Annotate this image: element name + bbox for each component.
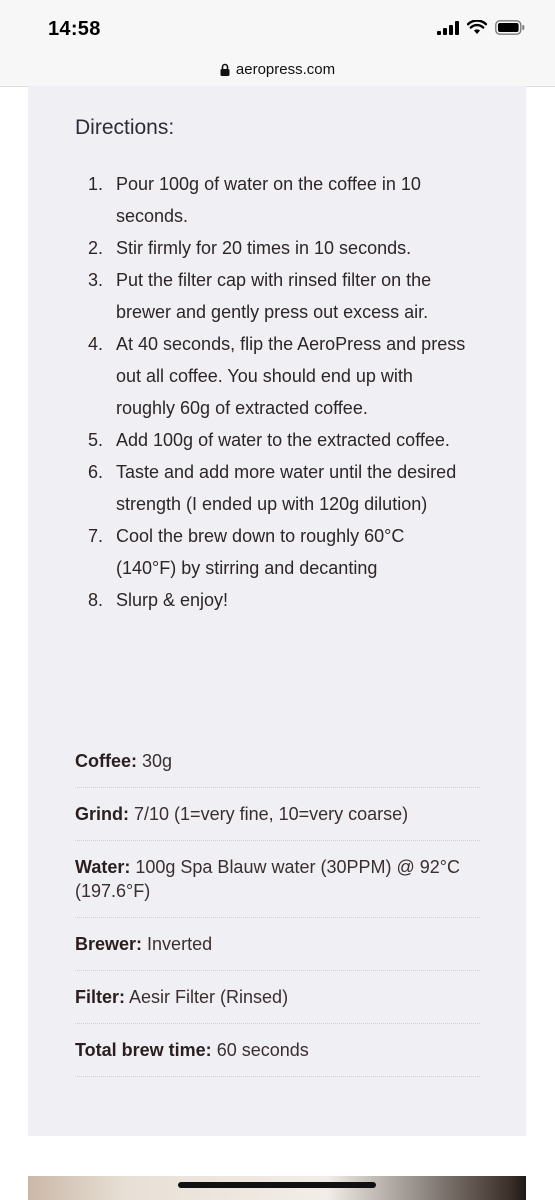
address-bar[interactable]	[0, 52, 555, 87]
step-text: Stir firmly for 20 times in 10 seconds.	[116, 238, 412, 258]
step-number: 4.	[88, 334, 104, 354]
spec-row-grind	[75, 788, 480, 841]
spec-row-brewer	[75, 918, 480, 971]
spec-value: 30g	[142, 751, 173, 771]
step-number: 8.	[88, 590, 104, 610]
step-number: 6.	[88, 462, 104, 482]
direction-step	[88, 168, 468, 232]
step-number: 3.	[88, 270, 104, 290]
spec-label: Total brew time:	[75, 1040, 212, 1060]
direction-step	[88, 328, 468, 424]
direction-step	[88, 264, 468, 328]
step-number: 7.	[88, 526, 104, 546]
step-text: Add 100g of water to the extracted coffee.	[116, 430, 450, 450]
direction-step	[88, 456, 468, 520]
lock-icon	[220, 63, 230, 76]
status-icons	[437, 20, 525, 35]
status-bar	[0, 0, 555, 52]
direction-step	[88, 424, 468, 456]
spec-label: Grind:	[75, 804, 129, 824]
recipe-card	[28, 86, 526, 1136]
step-text: Cool the brew down to roughly 60°C (140°F) by stirring and decanting	[116, 526, 405, 578]
direction-step	[88, 584, 468, 616]
spec-label: Coffee:	[75, 751, 137, 771]
hero-image	[28, 1176, 526, 1200]
step-number: 2.	[88, 238, 104, 258]
spec-label: Water:	[75, 857, 131, 877]
direction-step	[88, 520, 468, 584]
step-text: Slurp & enjoy!	[116, 590, 229, 610]
spec-value: Aesir Filter (Rinsed)	[129, 987, 289, 1007]
spec-label: Brewer:	[75, 934, 143, 954]
recipe-specs	[75, 735, 480, 1077]
spec-row-coffee	[75, 735, 480, 788]
step-text: Put the filter cap with rinsed filter on the brewer and gently press out excess air.	[116, 270, 432, 322]
home-indicator[interactable]	[178, 1182, 376, 1188]
spec-label: Filter:	[75, 987, 126, 1007]
step-text: Pour 100g of water on the coffee in 10 seconds.	[116, 174, 421, 226]
spec-row-water	[75, 841, 480, 918]
step-number: 5.	[88, 430, 104, 450]
direction-step	[88, 232, 468, 264]
cellular-signal-icon	[437, 21, 459, 35]
step-text: Taste and add more water until the desired strength (I ended up with 120g dilution)	[116, 462, 457, 514]
spec-value: 60 seconds	[216, 1040, 309, 1060]
spec-row-total-brew-time	[75, 1024, 480, 1077]
spec-value: 100g Spa Blauw water (30PPM) @ 92°C (197.6°F)	[75, 857, 460, 901]
spec-row-filter	[75, 971, 480, 1024]
directions-list	[88, 168, 468, 616]
status-time: 14:58	[48, 18, 101, 40]
battery-icon	[495, 20, 525, 35]
spec-value: 7/10 (1=very fine, 10=very coarse)	[134, 804, 409, 824]
url-text: aeropress.com	[235, 60, 336, 78]
wifi-icon	[467, 20, 487, 35]
step-text: At 40 seconds, flip the AeroPress and press out all coffee. You should end up with roughly 60g of extracted coffee.	[116, 334, 466, 418]
directions-title: Directions:	[75, 116, 175, 139]
spec-value: Inverted	[147, 934, 213, 954]
step-number: 1.	[88, 174, 104, 194]
